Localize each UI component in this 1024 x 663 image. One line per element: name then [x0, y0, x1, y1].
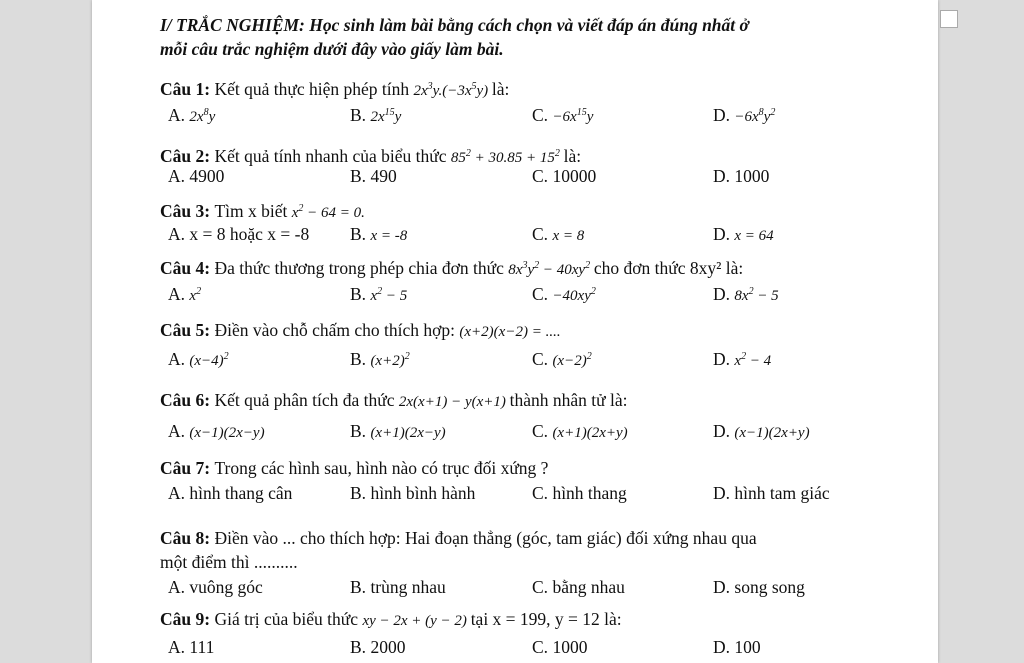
option-text: x = -8: [370, 228, 408, 244]
question-text: Trong các hình sau, hình nào có trục đối xứng ?: [214, 458, 549, 478]
option-text: hình thang cân: [189, 483, 293, 503]
question-expression: $8x^3y^2 - 40xy^2$: [508, 260, 591, 278]
option-letter: B.: [350, 577, 371, 597]
option-letter: B.: [350, 284, 371, 304]
option-letter: A.: [168, 637, 190, 657]
option-text: $-6x^{15}y$: [552, 107, 594, 125]
option-text: $2x^{15}y$: [370, 107, 402, 125]
option-text: 4900: [189, 166, 225, 186]
option-letter: C.: [532, 637, 553, 657]
question-text: Tìm x biết: [214, 201, 292, 221]
question-8-stem: [160, 527, 757, 549]
option-text: $(x-2)^2$: [552, 351, 592, 369]
option-text: $8x^2 - 5$: [734, 286, 779, 304]
option-letter: A.: [168, 577, 190, 597]
option-letter: C.: [532, 166, 553, 186]
option-text: x = 8 hoặc x = -8: [189, 224, 310, 244]
question-2-option-a: [168, 165, 224, 187]
option-letter: C.: [532, 224, 553, 244]
option-letter: D.: [713, 421, 735, 441]
option-letter: D.: [713, 105, 735, 125]
question-expression: $85^2 + 30.85 + 15^2$: [450, 148, 560, 166]
question-3-option-b: [350, 223, 407, 247]
question-7-stem: [160, 457, 548, 479]
question-6-option-a: [168, 420, 265, 444]
question-text-tail: cho đơn thức 8xy² là:: [593, 258, 744, 278]
question-text-tail: tại x = 199, y = 12 là:: [470, 609, 622, 629]
option-letter: C.: [532, 284, 553, 304]
question-label: Câu 9:: [160, 609, 215, 629]
question-expression: xy − 2x + (y − 2): [362, 613, 471, 629]
option-text: $x^2$: [189, 286, 202, 304]
section-title-line1: I/ TRẮC NGHIỆM: Học sinh làm bài bằng cách chọn và viết đáp án đúng nhất ở: [160, 15, 749, 35]
option-letter: A.: [168, 483, 190, 503]
option-text: $2x^8y$: [189, 107, 216, 125]
question-8-option-b: [350, 576, 446, 598]
question-label: Câu 1:: [160, 79, 215, 99]
option-text: (x+1)(2x+y): [552, 425, 628, 441]
question-5-stem: [160, 319, 561, 343]
question-1-option-a: [168, 104, 215, 128]
question-text-tail: thành nhân tử là:: [509, 390, 628, 410]
option-letter: B.: [350, 637, 371, 657]
option-letter: D.: [713, 224, 735, 244]
question-2-option-c: [532, 165, 596, 187]
option-text: song song: [734, 577, 805, 597]
question-7-option-a: [168, 482, 292, 504]
option-text: 100: [734, 637, 761, 657]
question-expression: $x^2 - 64 = 0$.: [291, 203, 365, 221]
option-letter: A.: [168, 349, 190, 369]
option-letter: C.: [532, 421, 553, 441]
question-7-option-c: [532, 482, 627, 504]
question-1-option-c: [532, 104, 593, 128]
question-3-option-d: [713, 223, 774, 247]
option-text: x = 64: [734, 228, 774, 244]
question-text: Đa thức thương trong phép chia đơn thức: [214, 258, 509, 278]
question-9-option-d: [713, 636, 761, 658]
question-text: Điền vào chỗ chấm cho thích hợp:: [214, 320, 460, 340]
option-text: 111: [189, 637, 215, 657]
option-text: (x+1)(2x−y): [370, 425, 446, 441]
question-9-option-c: [532, 636, 587, 658]
question-label: Câu 6:: [160, 390, 215, 410]
question-label: Câu 5:: [160, 320, 215, 340]
question-7-option-d: [713, 482, 830, 504]
option-letter: A.: [168, 166, 190, 186]
section-title-line2: mỗi câu trắc nghiệm dưới đây vào giấy làm bài.: [160, 39, 504, 59]
question-5-option-d: [713, 348, 771, 372]
option-text: trùng nhau: [370, 577, 446, 597]
option-letter: C.: [532, 577, 553, 597]
question-8-stem-line2: một điểm thì ..........: [160, 552, 298, 572]
option-text: bằng nhau: [552, 577, 625, 597]
option-letter: A.: [168, 105, 190, 125]
option-letter: D.: [713, 166, 735, 186]
option-text: 490: [370, 166, 397, 186]
question-8-option-a: [168, 576, 263, 598]
option-letter: D.: [713, 637, 735, 657]
question-label: Câu 7:: [160, 458, 215, 478]
option-letter: A.: [168, 224, 190, 244]
question-9-stem: [160, 608, 622, 632]
question-5-option-b: [350, 348, 410, 372]
question-2-option-b: [350, 165, 397, 187]
option-text: (x−1)(2x−y): [189, 425, 265, 441]
option-text: 10000: [552, 166, 597, 186]
page-corner-checkbox[interactable]: [940, 10, 958, 28]
option-text: $-40xy^2$: [552, 286, 596, 304]
option-text: 1000: [552, 637, 588, 657]
question-4-option-d: [713, 283, 779, 307]
question-label: Câu 8:: [160, 528, 215, 548]
question-2-option-d: [713, 165, 769, 187]
question-6-option-c: [532, 420, 628, 444]
option-text: x = 8: [552, 228, 585, 244]
question-expression: $2x^3y.(-3x^5y)$: [413, 81, 492, 99]
question-text-tail: là:: [563, 146, 582, 166]
option-letter: D.: [713, 483, 735, 503]
question-6-option-d: [713, 420, 810, 444]
question-3-option-a: [168, 223, 309, 245]
question-4-option-c: [532, 283, 596, 307]
option-text: hình thang: [552, 483, 627, 503]
question-8-option-d: [713, 576, 805, 598]
question-text: Kết quả tính nhanh của biểu thức: [214, 146, 451, 166]
option-text: $x^2 - 5$: [370, 286, 408, 304]
question-expression: (x+2)(x−2) = ....: [459, 324, 561, 340]
question-label: Câu 3:: [160, 201, 215, 221]
question-expression: 2x(x+1) − y(x+1): [398, 394, 510, 410]
question-7-option-b: [350, 482, 475, 504]
question-4-stem: [160, 257, 743, 281]
question-text-tail: là:: [491, 79, 510, 99]
question-6-stem: [160, 389, 628, 413]
option-text: $-6x^8y^2$: [734, 107, 776, 125]
question-5-option-a: [168, 348, 229, 372]
option-text: 1000: [734, 166, 770, 186]
option-text: $(x+2)^2$: [370, 351, 410, 369]
question-8-option-c: [532, 576, 625, 598]
option-text: $x^2 - 4$: [734, 351, 772, 369]
option-text: $(x-4)^2$: [189, 351, 229, 369]
question-3-option-c: [532, 223, 584, 247]
option-letter: D.: [713, 577, 735, 597]
option-letter: B.: [350, 421, 371, 441]
option-letter: A.: [168, 421, 190, 441]
question-9-option-b: [350, 636, 405, 658]
question-text: Kết quả phân tích đa thức: [214, 390, 399, 410]
option-text: (x−1)(2x+y): [734, 425, 810, 441]
option-letter: C.: [532, 105, 553, 125]
option-letter: B.: [350, 483, 371, 503]
question-4-option-a: [168, 283, 201, 307]
question-4-option-b: [350, 283, 407, 307]
option-letter: C.: [532, 483, 553, 503]
option-letter: B.: [350, 166, 371, 186]
question-text: Điền vào ... cho thích hợp: Hai đoạn thẳng (góc, tam giác) đối xứng nhau qua: [214, 528, 757, 548]
option-letter: D.: [713, 349, 735, 369]
option-text: vuông góc: [189, 577, 263, 597]
option-text: hình tam giác: [734, 483, 830, 503]
question-text: Kết quả thực hiện phép tính: [214, 79, 414, 99]
option-letter: B.: [350, 224, 371, 244]
option-text: hình bình hành: [370, 483, 476, 503]
option-letter: B.: [350, 105, 371, 125]
question-6-option-b: [350, 420, 446, 444]
option-letter: D.: [713, 284, 735, 304]
question-3-stem: [160, 200, 365, 224]
question-5-option-c: [532, 348, 592, 372]
option-letter: B.: [350, 349, 371, 369]
question-9-option-a: [168, 636, 214, 658]
question-1-stem: [160, 78, 509, 102]
option-letter: C.: [532, 349, 553, 369]
question-label: Câu 2:: [160, 146, 215, 166]
option-text: 2000: [370, 637, 406, 657]
question-label: Câu 4:: [160, 258, 215, 278]
question-1-option-d: [713, 104, 775, 128]
question-text: Giá trị của biểu thức: [214, 609, 363, 629]
question-1-option-b: [350, 104, 401, 128]
option-letter: A.: [168, 284, 190, 304]
